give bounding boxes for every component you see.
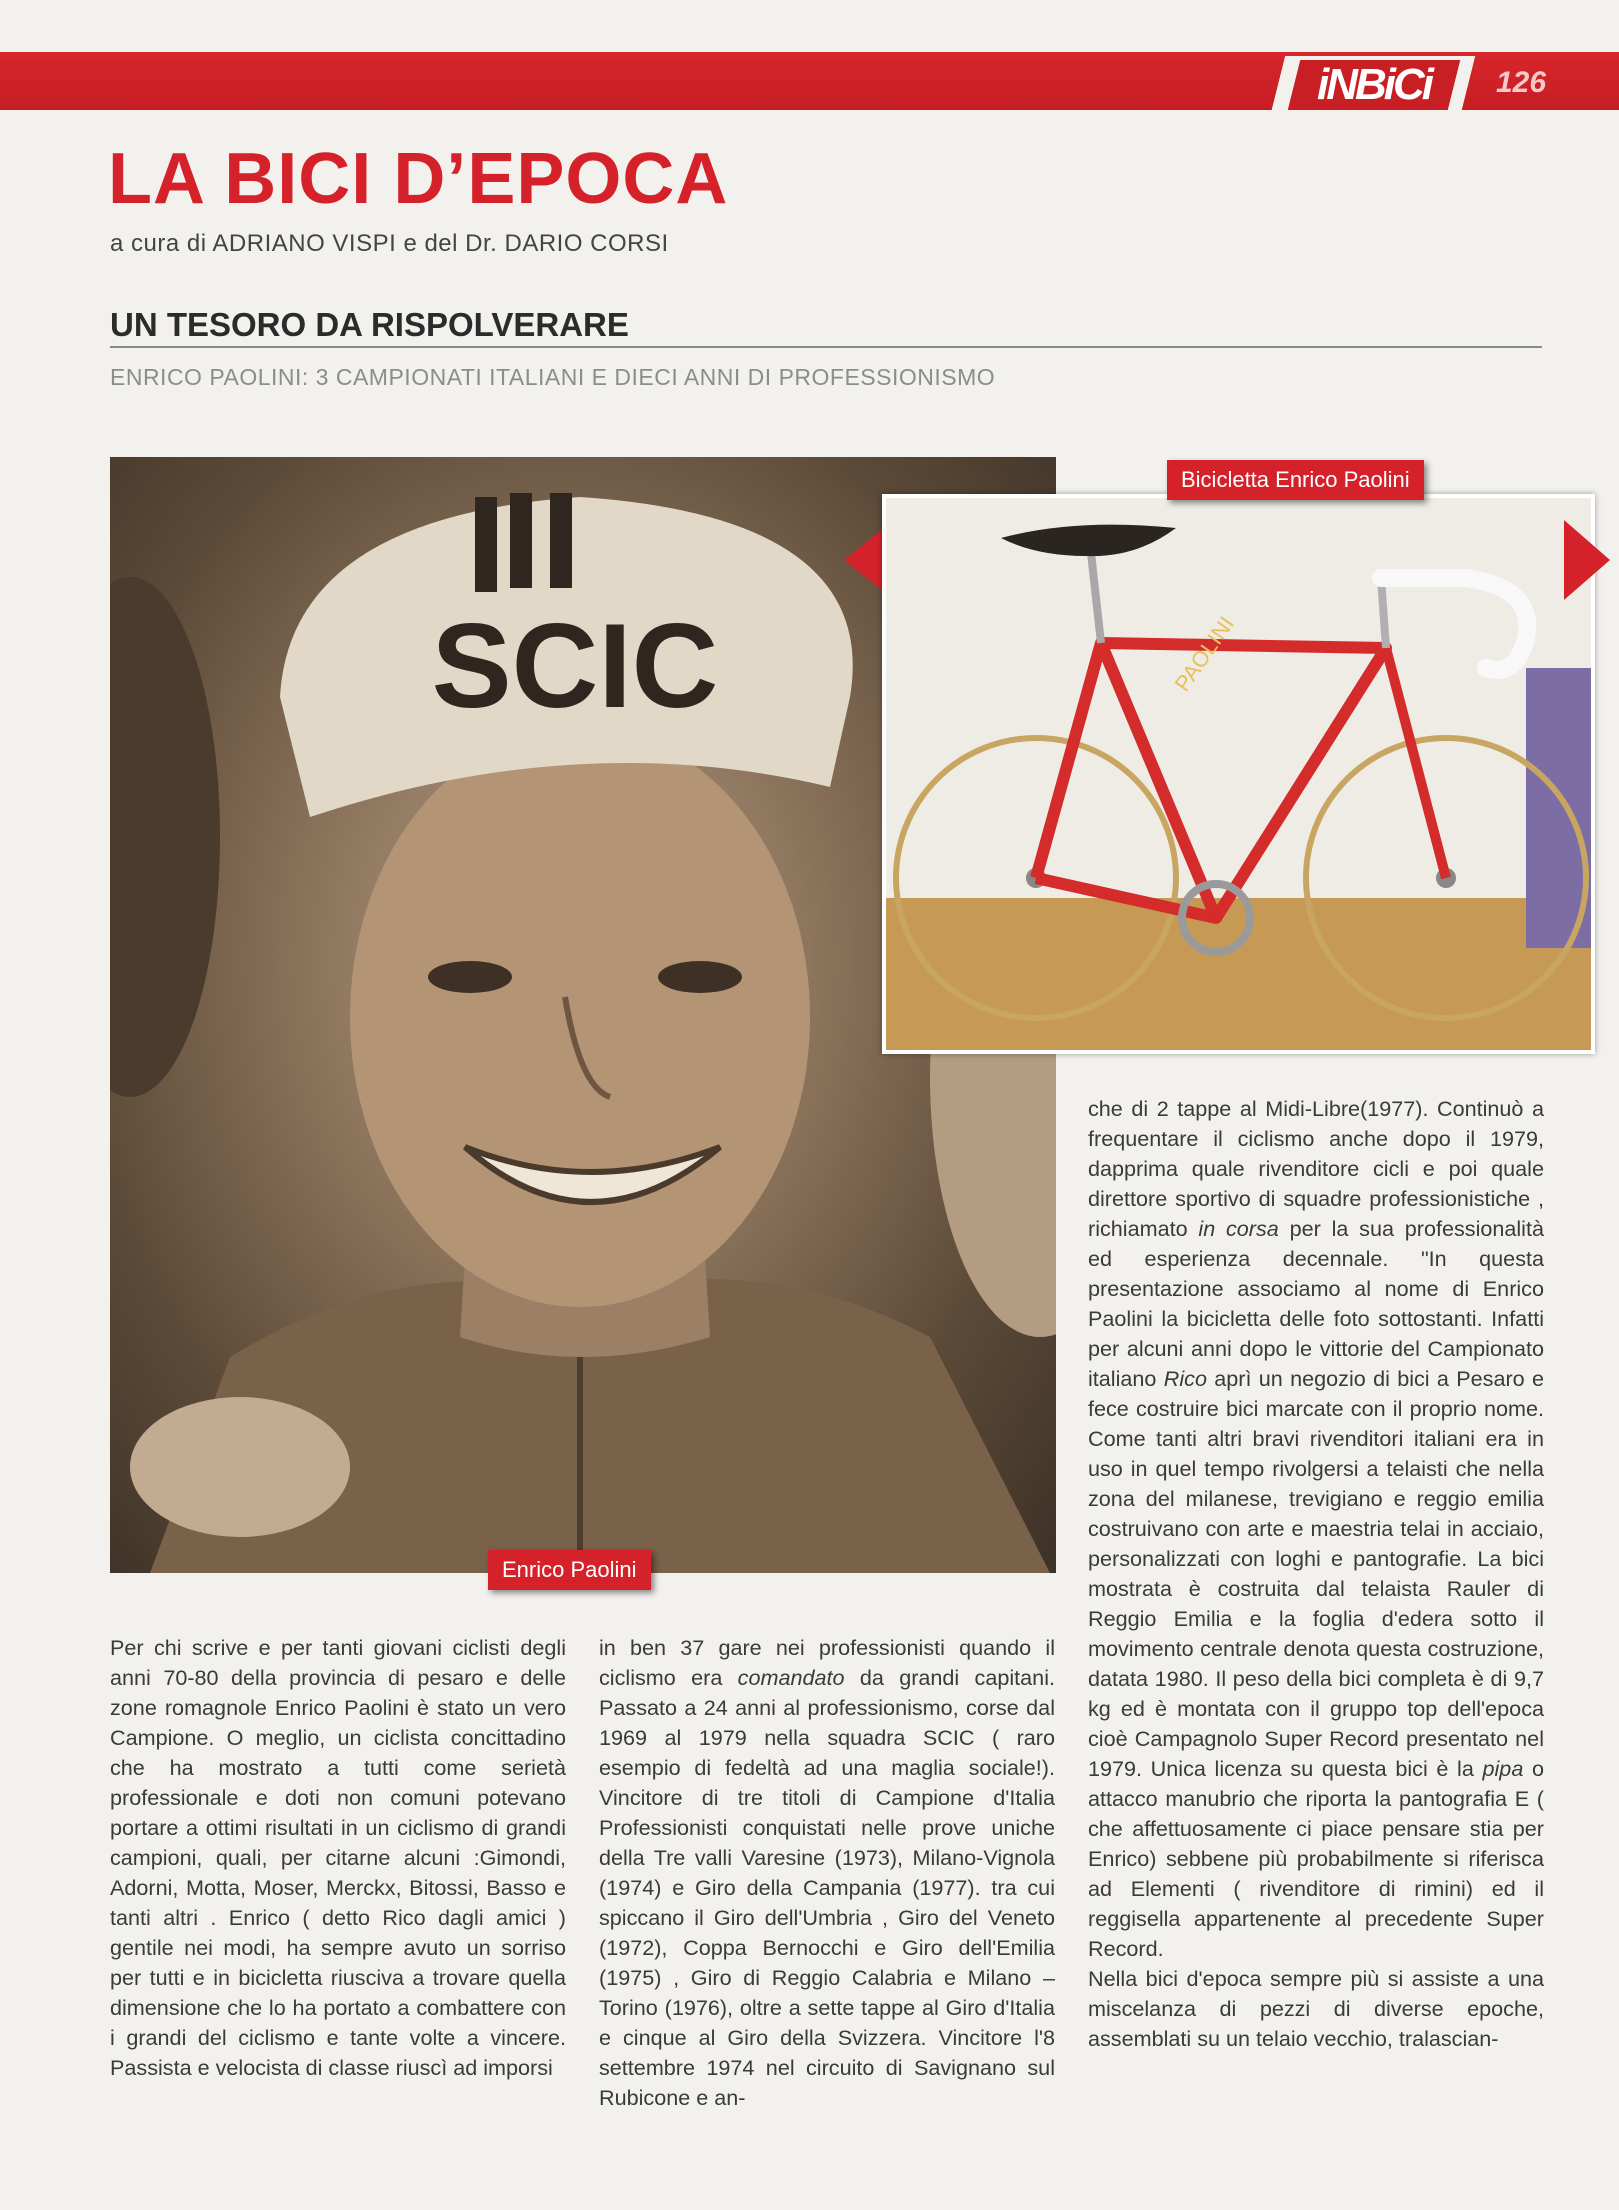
arrow-right-icon	[1564, 520, 1610, 600]
body-paragraph	[1088, 1094, 1544, 1964]
body-paragraph	[599, 1633, 1055, 2113]
bike-caption: Bicicletta Enrico Paolini	[1167, 460, 1424, 500]
cap-stripe	[550, 493, 572, 588]
cap-stripe	[510, 493, 532, 588]
brand-logo-text: iNBiCi	[1317, 60, 1431, 109]
bike-illustration	[886, 498, 1591, 1050]
text-run: o attacco manubrio che riporta la pantografia E ( che affettuosamente ci piace pensare stia per Enrico) sebbene più probabilmente si riferisca ad Elementi ( rivenditore di rimini) ed il reggisella appartenente al precedente Super Record.	[1088, 1756, 1544, 1961]
text-run: aprì un negozio di bici a Pesaro e fece costruire bici marcate con il proprio nome. Come tanti altri bravi rivenditori italiani era in uso in quel tempo rivolgersi a telaisti che nella zona del milanese, trevigiano e reggio emilia costruivano con arte e maestria telai in acciaio, personalizzati con loghi e pantografie. La bici mostrata è costruita dal telaista Rauler di Reggio Emilia e la foglia d'edera sotto il movimento centrale denota questa costruzione, datata 1980. Il peso della bici completa è di 9,7 kg ed è montata con il gruppo top dell'epoca cioè Campagnolo Super Record presentato nel 1979. Unica licenza su questa bici è la	[1088, 1366, 1544, 1781]
eye-left	[428, 961, 512, 993]
cap-logo-text: SCIC	[431, 599, 719, 733]
eye-right	[658, 961, 742, 993]
emphasis-text: in corsa	[1198, 1216, 1279, 1241]
body-column-1	[110, 1633, 566, 2083]
frame-decal-text: PAOLINI	[1169, 611, 1239, 696]
body-column-3	[1088, 1094, 1544, 2054]
text-run: da grandi capitani. Passato a 24 anni al professionismo, corse dal 1969 al 1979 nella squadra SCIC ( raro esempio di fedeltà ad una maglia sociale!). Vincitore di tre titoli di Campione d'Italia Professionisti conquistati nelle prove uniche della Tre valli Varesine (1973), Milano-Vignola (1974) e Giro della Campania (1977). tra cui spiccano il Giro dell'Umbria , Giro del Veneto (1972), Coppa Bernocchi e Giro dell'Emilia (1975) , Giro di Reggio Calabria e Milano –Torino (1976), oltre a sette tappe al Giro d'Italia e cinque al Giro della Svizzera. Vincitore l'8 settembre 1974 nel circuito di Savignano sul Rubicone e an-	[599, 1665, 1055, 2110]
bike-wall	[886, 498, 1591, 898]
emphasis-text: pipa	[1482, 1756, 1524, 1781]
emphasis-text: Rico	[1163, 1366, 1207, 1391]
article-kicker: ENRICO PAOLINI: 3 CAMPIONATI ITALIANI E DIECI ANNI DI PROFESSIONISMO	[110, 364, 996, 390]
cap-stripe	[475, 497, 497, 592]
bg-person-left	[110, 577, 220, 1097]
bike-floor	[886, 898, 1591, 1050]
face	[350, 727, 810, 1307]
page-number: 126	[1495, 66, 1547, 99]
portrait-caption: Enrico Paolini	[488, 1550, 651, 1590]
hand	[130, 1397, 350, 1537]
page-title: LA BICI D’EPOCA	[108, 139, 729, 219]
body-paragraph: Per chi scrive e per tanti giovani ciclisti degli anni 70-80 della provincia di pesaro e delle zone romagnole Enrico Paolini è stato un vero Campione. O meglio, un ciclista concittadino che ha mostrato a tutti come serietà professionale e doti non comuni potevano portare a ottimi risultati in un ciclismo di grandi campioni, quali, per citarne alcuni :Gimondi, Adorni, Motta, Moser, Merckx, Bitossi, Basso e tanti altri . Enrico ( detto Rico dagli amici ) gentile nei modi, ha sempre avuto un sorriso per tutti e in bicicletta riusciva a trovare quella dimensione che lo ha portato a combattere con i grandi del ciclismo e tante volte a vincere. Passista e velocista di classe riuscì ad imporsi	[110, 1635, 566, 2080]
brand-logo	[1271, 56, 1475, 114]
stem	[1381, 578, 1386, 648]
text-run: in ben 37 gare nei professionisti quando il ciclismo era	[599, 1635, 1055, 1690]
brand-logo-box	[1288, 60, 1460, 110]
bike-photo	[882, 494, 1595, 1054]
body-column-2	[599, 1633, 1055, 2113]
text-run: che di 2 tappe al Midi-Libre(1977). Continuò a frequentare il ciclismo anche dopo il 1979, dapprima quale rivenditore cicli e poi quale direttore sportivo di squadre professionistiche , richiamato	[1088, 1096, 1544, 1241]
body-paragraph: Nella bici d'epoca sempre più si assiste a una miscelanza di pezzi di diverse epoche, assemblati su un telaio vecchio, tralascian-	[1088, 1966, 1544, 2051]
emphasis-text: comandato	[737, 1665, 845, 1690]
title-divider	[110, 346, 1542, 348]
article-authors: a cura di ADRIANO VISPI e del Dr. DARIO CORSI	[110, 230, 669, 257]
article-subtitle: UN TESORO DA RISPOLVERARE	[110, 306, 629, 343]
text-run: per la sua professionalità ed esperienza decennale. "In questa presentazione associamo al nome di Enrico Paolini la bicicletta delle foto sottostanti. Infatti per alcuni anni dopo le vittorie del Campionato italiano	[1088, 1216, 1544, 1391]
